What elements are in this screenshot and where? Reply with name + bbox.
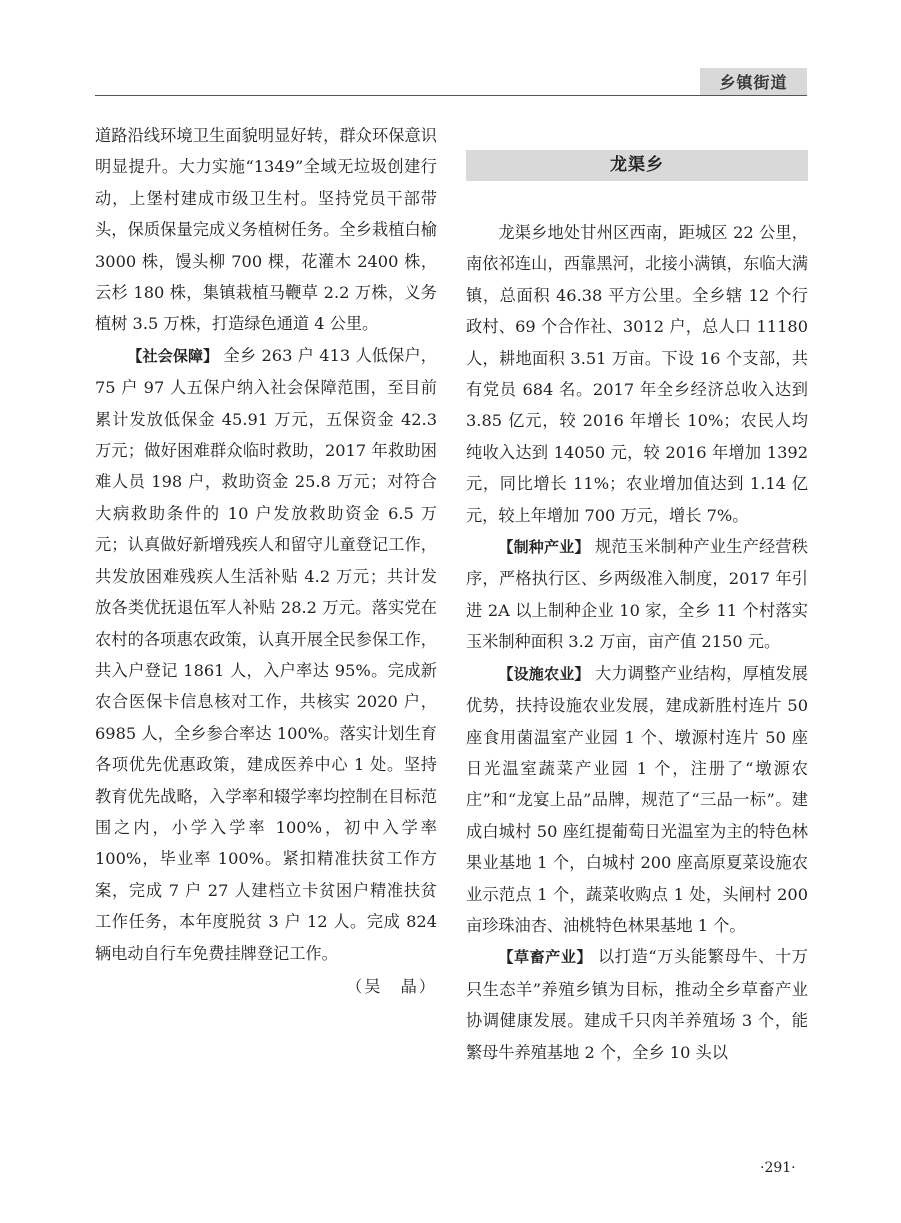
header-rule	[95, 95, 807, 96]
left-intro-paragraph: 道路沿线环境卫生面貌明显好转，群众环保意识明显提升。大力实施“1349”全域无垃圾创建行动，上堡村建成市级卫生村。坚持党员干部带头，保质保量完成义务植树任务。全乡栽植白榆 3000 株，馒头柳 700 棵，花灌木 2400 株，云杉 180 株，集镇栽植马鞭草 2.2 万株，义务植树 3.5 万株，打造绿色通道 4 公里。	[95, 126, 437, 334]
social-security-paragraph	[95, 340, 437, 969]
livestock-tag: 【草畜产业】	[498, 948, 593, 967]
livestock-paragraph	[466, 941, 808, 1068]
section-tab: 乡镇街道	[700, 68, 807, 95]
social-security-text: 全乡 263 户 413 人低保户，75 户 97 人五保户纳入社会保障范围，至目前累计发放低保金 45.91 万元，五保资金 42.3 万元；做好困难群众临时救助，2017 年救助困难人员 198 户，救助资金 25.8 万元；对符合大病救助条件的 10 户发放救助资金 6.5 万元；认真做好新增残疾人和留守儿童登记工作，共发放困难残疾人生活补贴 4.2 万元；共计发放各类优抚退伍军人补贴 28.2 万元。落实党在农村的各项惠农政策，认真开展全民参保工作，共入户登记 1861 人，入户率达 95%。完成新农合医保卡信息核对工作，共核实 2020 户，6985 人，全乡参合率达 100%。落实计划生育各项优先优惠政策，建成医养中心 1 处。坚持教育优先战略，入学率和辍学率均控制在目标范围之内，小学入学率 100%，初中入学率 100%，毕业率 100%。紧扣精准扶贫工作方案，完成 7 户 27 人建档立卡贫困户精准扶贫工作任务，本年度脱贫 3 户 12 人。完成 824 辆电动自行车免费挂牌登记工作。	[95, 345, 437, 963]
section-title: 龙渠乡	[466, 150, 808, 181]
seed-industry-text: 规范玉米制种产业生产经营秩序，严格执行区、乡两级准入制度，2017 年引进 2A 以上制种企业 10 家，全乡 11 个村落实玉米制种面积 3.2 万亩，亩产值 2150 元。	[466, 537, 808, 652]
right-column	[466, 150, 808, 1068]
social-security-tag: 【社会保障】	[127, 346, 219, 365]
facility-agriculture-paragraph	[466, 658, 808, 942]
page-number: ·291·	[760, 1160, 796, 1176]
right-intro-paragraph: 龙渠乡地处甘州区西南，距城区 22 公里，南依祁连山，西靠黑河，北接小满镇，东临大满镇，总面积 46.38 平方公里。全乡辖 12 个行政村、69 个合作社、3012 户，总人口 11180 人，耕地面积 3.51 万亩。下设 16 个支部，共有党员 684 名。2017 年全乡经济总收入达到 3.85 亿元，较 2016 年增长 10%；农民人均纯收入达到 14050 元，较 2016 年增加 1392 元，同比增长 11%；农业增加值达到 1.14 亿元，较上年增加 700 万元，增长 7%。	[466, 223, 808, 525]
seed-industry-paragraph	[466, 531, 808, 658]
facility-agriculture-tag: 【设施农业】	[498, 664, 590, 683]
livestock-text: 以打造“万头能繁母牛、十万只生态羊”养殖乡镇为目标，推动全乡草畜产业协调健康发展。建成千只肉羊养殖场 3 个，能繁母牛养殖基地 2 个，全乡 10 头以	[466, 947, 808, 1062]
seed-industry-tag: 【制种产业】	[498, 538, 590, 557]
left-column	[95, 120, 437, 1002]
author-credit: （吴 晶）	[346, 976, 437, 996]
facility-agriculture-text: 大力调整产业结构，厚植发展优势，扶持设施农业发展，建成新胜村连片 50 座食用菌温室产业园 1 个、墩源村连片 50 座日光温室蔬菜产业园 1 个，注册了“墩源农庄”和“龙宴上品”品牌，规范了“三品一标”。建成白城村 50 座红提葡萄日光温室为主的特色林果业基地 1 个，白城村 200 座高原夏菜设施农业示范点 1 个，蔬菜收购点 1 处，头闸村 200 亩珍珠油杏、油桃特色林果基地 1 个。	[466, 663, 808, 935]
